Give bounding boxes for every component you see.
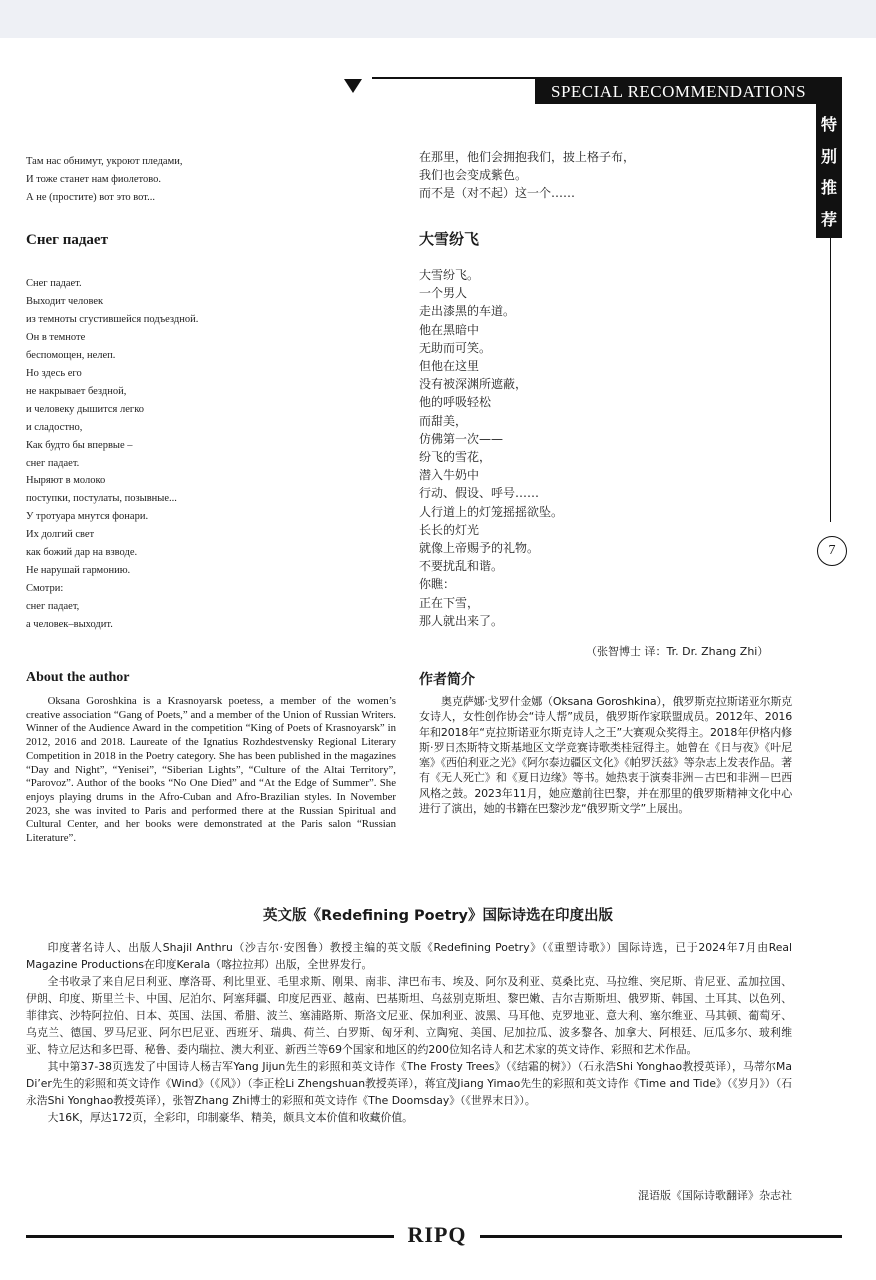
poem-line: 不要扰乱和谐。 [419, 559, 504, 574]
poem-line: снег падает. [26, 457, 80, 469]
poem-line: Смотри: [26, 583, 64, 595]
footer-logo: RIPQ [407, 1222, 467, 1247]
poem-line: У тротуара мнутся фонари. [26, 511, 149, 523]
news-paragraph: 印度著名诗人、出版人Shajil Anthru（沙吉尔·安图鲁）教授主编的英文版《Redefining Poetry》（《重塑诗歌》）国际诗选，已于2024年7月由Real Magazine Productions在印度Kerala（喀拉拉邦）出版，全世界发行。 [26, 941, 792, 971]
poem-line: Там нас обнимут, укроют пледами, [26, 156, 183, 167]
news-title: 英文版《Redefining Poetry》国际诗选在印度出版 [263, 908, 613, 924]
poem-line: 我们也会变成紫色。 [419, 168, 528, 182]
poem-line: 人行道上的灯笼摇摇欲坠。 [419, 504, 564, 519]
poem-line: из темноты сгустившейся подъездной. [26, 313, 199, 325]
side-rule [830, 238, 831, 522]
footer-rule-left [26, 1235, 394, 1238]
poem-line: Но здесь его [26, 367, 82, 379]
side-tab [816, 104, 842, 238]
poem-line: 他在黑暗中 [419, 322, 480, 337]
poem-line: 正在下雪， [419, 595, 480, 610]
poem-line: Он в темноте [26, 331, 86, 343]
poem-line: Их долгий свет [26, 529, 95, 541]
top-band [0, 0, 876, 38]
poem-line: 没有被深渊所遮蔽， [419, 377, 528, 392]
poem-line: Ныряют в молоко [26, 475, 106, 487]
side-tab-char: 特 [820, 115, 837, 135]
poem-line: беспомощен, нелеп. [26, 349, 116, 361]
translator-credit: （张智博士 译：Tr. Dr. Zhang Zhi） [586, 645, 769, 658]
zh-prev-stanza [419, 148, 635, 202]
poem-line: снег падает, [26, 601, 80, 613]
about-title-zh: 作者简介 [419, 672, 475, 688]
poem-line: и сладостно, [26, 421, 83, 433]
poem-line: 一个男人 [419, 286, 468, 301]
poem-line: Выходит человек [26, 295, 104, 307]
poem-line: 那人就出来了。 [419, 613, 504, 628]
poem-line: Как будто бы впервые – [26, 439, 133, 451]
poem-line: А не (простите) вот это вот... [26, 192, 155, 203]
about-title-en: About the author [26, 670, 130, 685]
news-paragraph: 全书收录了来自尼日利亚、摩洛哥、利比里亚、毛里求斯、刚果、南非、津巴布韦、埃及、阿尔及利亚、莫桑比克、马拉维、突尼斯、肯尼亚、孟加拉国、伊朗、印度、斯里兰卡、中国、尼泊尔、阿塞拜疆、印度尼西亚、越南、巴基斯坦、乌兹别克斯坦、黎巴嫩、吉尔吉斯斯坦、俄罗斯、韩国、土耳其、以色列、菲律宾、沙特阿拉伯、日本、英国、法国、希腊、波兰、塞浦路斯、斯洛文尼亚、保加利亚、波黑、马耳他、克罗地亚、意大利、塞尔维亚、马其顿、葡萄牙、乌克兰、德国、罗马尼亚、阿尔巴尼亚、西班牙、瑞典、荷兰、白罗斯、匈牙利、立陶宛、美国、尼加拉瓜、波多黎各、加拿大、阿根廷、厄瓜多尔、玻利维亚、特立尼达和多巴哥、秘鲁、委内瑞拉、澳大利亚、新西兰等69个国家和地区的约200位知名诗人和艺术家的英文诗作、彩照和艺术作品。 [26, 975, 792, 1056]
footer-rule-right [480, 1235, 842, 1238]
zh-poem-title: 大雪纷飞 [419, 230, 480, 248]
news-paragraph: 大16K，厚达172页，全彩印，印制豪华、精美，颇具文本价值和收藏价值。 [47, 1111, 413, 1124]
poem-line: 走出漆黑的车道。 [419, 304, 516, 319]
poem-line: 大雪纷飞。 [419, 268, 480, 282]
ru-poem-title: Снег падает [26, 232, 108, 248]
poem-line: не накрывает бездной, [26, 385, 127, 397]
publisher-credit: 混语版《国际诗歌翻译》杂志社 [638, 1189, 792, 1202]
poem-line: 你瞧： [419, 577, 456, 592]
poem-line: 行动、假设、呼号…… [419, 486, 540, 501]
poem-line: Снег падает. [26, 278, 82, 289]
about-text-zh: 奥克萨娜·戈罗什金娜（Oksana Goroshkina），俄罗斯克拉斯诺亚尔斯克女诗人，女性创作协会“诗人帮”成员，俄罗斯作家联盟成员。2012年、2016年和2018年“克拉斯诺亚尔斯克诗人之王”大赛观众奖得主。2018年伊格内修斯·罗日杰斯特文斯基地区文学竞赛诗歌类桂冠得主。她曾在《日与夜》《叶尼塞》《西伯利亚之光》《阿尔泰边疆区文化》《帕罗沃兹》等杂志上发表作品。著有《无人死亡》和《夏日边缘》等书。她热衷于演奏非洲－古巴和非洲－巴西风格之鼓。2023年11月，她应邀前往巴黎，并在那里的俄罗斯精神文化中心进行了演出，她的书籍在巴黎沙龙“俄罗斯文学”上展出。 [419, 695, 792, 816]
poem-line: а человек–выходит. [26, 619, 113, 631]
side-tab-char: 推 [820, 178, 837, 198]
poem-line: поступки, постулаты, позывные... [26, 493, 177, 505]
ru-prev-stanza [26, 153, 182, 207]
poem-line: 无助而可笑。 [419, 340, 492, 355]
ru-poem [26, 275, 198, 634]
poem-line: 长长的灯光 [419, 522, 480, 537]
header-triangle-icon [344, 79, 362, 93]
poem-line: как божий дар на взводе. [26, 547, 138, 559]
about-text-en: Oksana Goroshkina is a Krasnoyarsk poetess, a member of the women’s creative association “Gang of Poets,” and a member of the Union of Russian Writers. Winner of the Audience Award in the competition “King of Poets of Krasnoyarsk” in 2012, 2016 and 2018. Laureate of the Ignatius Rozhdestvensky Regional Literary Competition in 2018 in the Poetry category. She has been published in the magazines “Day and Night”, “Yenisei”, “Siberian Lights”, “Culture of the Altai Territory”, “Parovoz”. Author of the books “No One Died” and “At the Edge of Summer”. She enjoys playing drums in the Afro-Cuban and Afro-Brazilian styles. In November 2023, she was invited to Paris and performed there at the Russian Spiritual and Cultural Center, and her books were demonstrated at the Paris salon “Russian Literature”. [26, 695, 396, 845]
poem-line: 而甜美， [419, 413, 468, 428]
news-body [26, 939, 792, 1126]
side-tab-char: 荐 [820, 209, 837, 229]
poem-line: 而不是（对不起）这一个…… [419, 186, 576, 200]
poem-line: 但他在这里 [419, 359, 480, 374]
side-tab-char: 别 [820, 146, 837, 166]
poem-line: И тоже станет нам фиолетово. [26, 174, 162, 185]
news-paragraph: 其中第37-38页选发了中国诗人杨吉军Yang Jijun先生的彩照和英文诗作《The Frosty Trees》（《结霜的树》）（石永浩Shi Yonghao教授英译），马蒂尔Ma Di’er先生的彩照和英文诗作《Wind》（《风》）（李正栓Li Zhengshuan教授英译），蒋宜茂Jiang Yimao先生的彩照和英文诗作《Time and Tide》（《岁月》）（石永浩Shi Yonghao教授英译），张智Zhang Zhi博士的彩照和英文诗作《The Doomsday》（《世界末日》）。 [26, 1060, 792, 1107]
poem-line: 仿佛第一次—— [419, 431, 504, 446]
poem-line: 纷飞的雪花， [419, 450, 492, 465]
page-number: 7 [817, 536, 847, 566]
poem-line: Не нарушай гармонию. [26, 565, 131, 577]
poem-line: 在那里，他们会拥抱我们，披上格子布， [419, 150, 636, 164]
poem-line: 潜入牛奶中 [419, 468, 480, 483]
poem-line: 就像上帝赐予的礼物。 [419, 541, 540, 556]
poem-line: и человеку дышится легко [26, 403, 145, 415]
zh-poem [419, 266, 563, 630]
poem-line: 他的呼吸轻松 [419, 395, 492, 410]
section-header: SPECIAL RECOMMENDATIONS [535, 79, 842, 104]
